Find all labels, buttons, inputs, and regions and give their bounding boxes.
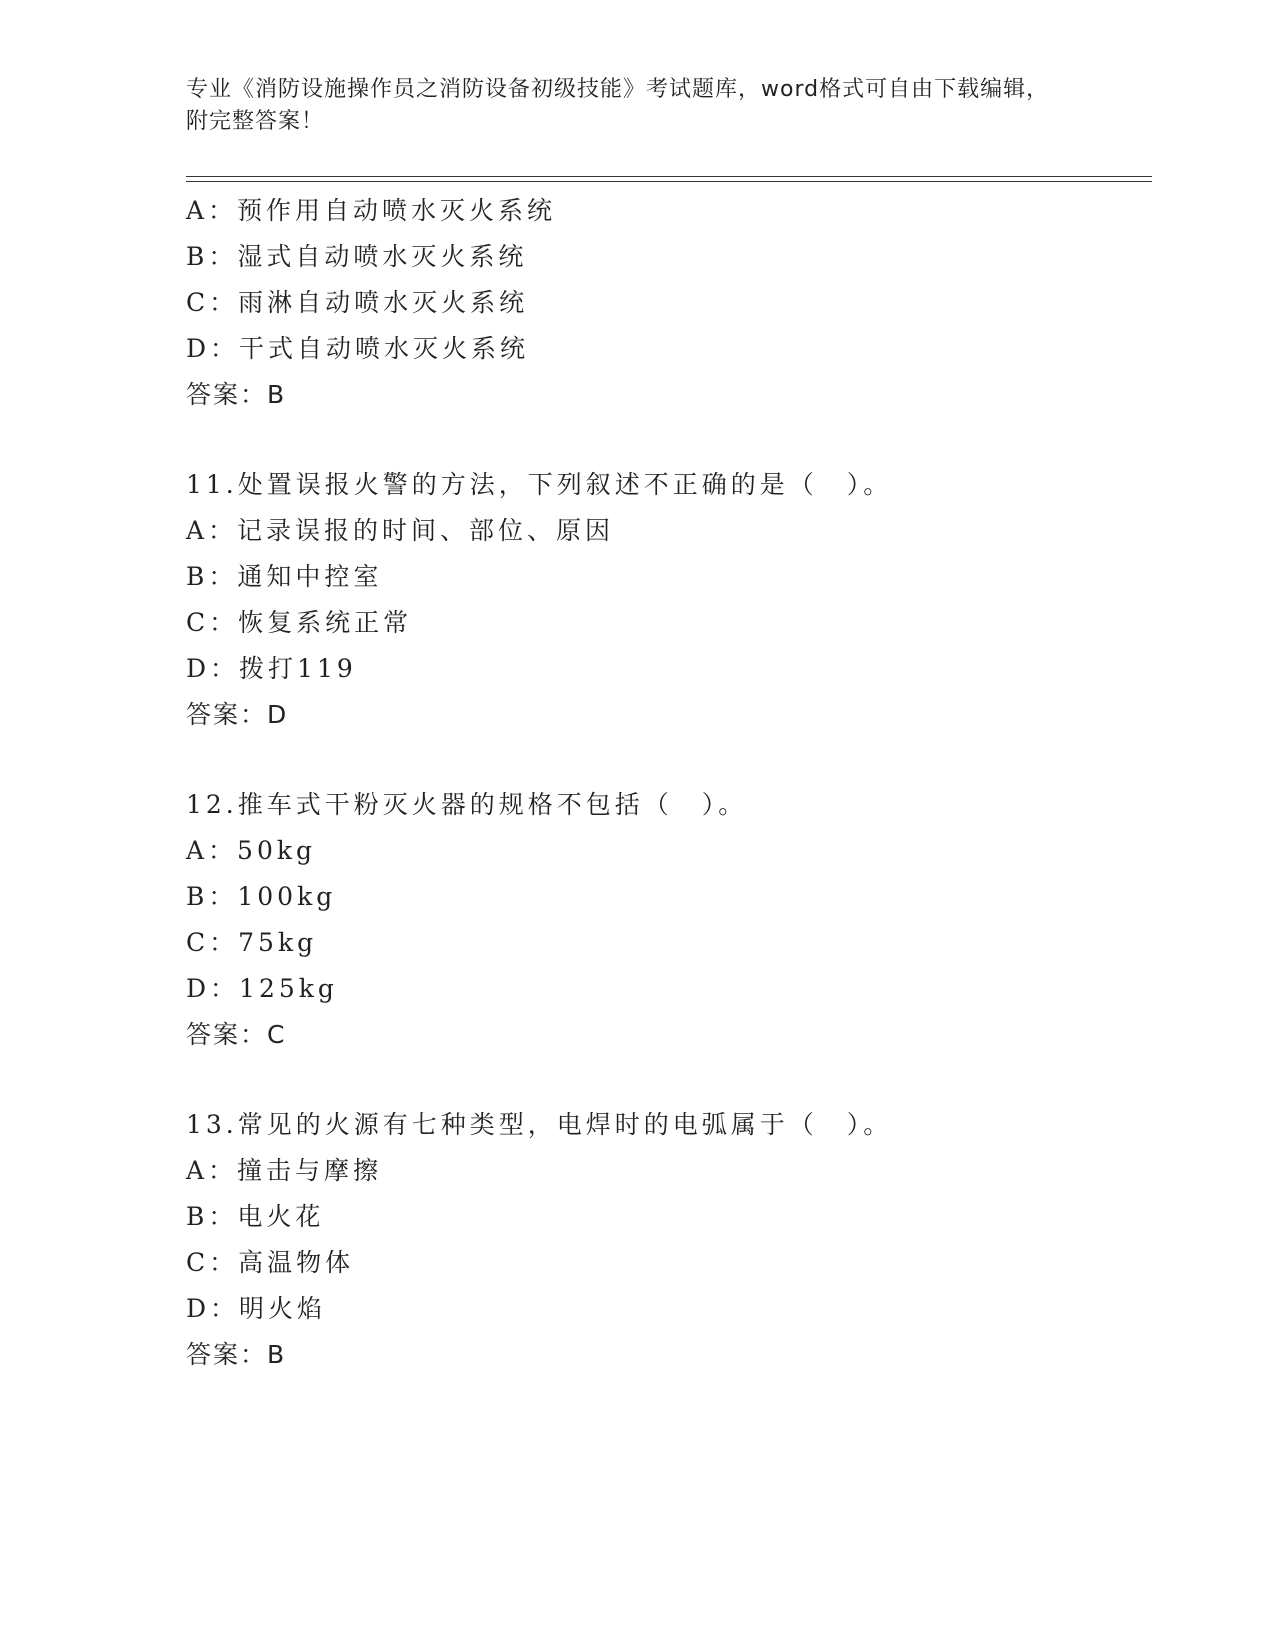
option-d: D：125kg xyxy=(186,974,338,1003)
question-block xyxy=(186,188,1152,418)
option-b: B：电火花 xyxy=(186,1202,325,1231)
question-text: 12.推车式干粉灭火器的规格不包括（ ）。 xyxy=(186,790,748,819)
option-a: A：撞击与摩擦 xyxy=(186,1156,383,1185)
question-list xyxy=(186,188,1152,1378)
option-c: C：恢复系统正常 xyxy=(186,608,413,637)
option-a: A：记录误报的时间、部位、原因 xyxy=(186,516,615,545)
document-header: 专业《消防设施操作员之消防设备初级技能》考试题库，word格式可自由下载编辑，附完整答案！ xyxy=(186,77,1050,134)
question-block xyxy=(186,462,1152,738)
answer-line: 答案：C xyxy=(186,1020,287,1049)
option-d: D：明火焰 xyxy=(186,1294,327,1323)
option-a: A：预作用自动喷水灭火系统 xyxy=(186,196,557,225)
question-block xyxy=(186,1102,1152,1378)
option-c: C：雨淋自动喷水灭火系统 xyxy=(186,288,529,317)
answer-line: 答案：D xyxy=(186,700,289,729)
option-b: B：湿式自动喷水灭火系统 xyxy=(186,242,528,271)
option-b: B：100kg xyxy=(186,882,337,911)
answer-line: 答案：B xyxy=(186,380,287,409)
option-c: C：高温物体 xyxy=(186,1248,355,1277)
header-divider xyxy=(186,176,1152,182)
question-text: 11.处置误报火警的方法，下列叙述不正确的是（ ）。 xyxy=(186,470,893,499)
option-c: C：75kg xyxy=(186,928,318,957)
option-d: D：拨打119 xyxy=(186,654,357,683)
option-b: B：通知中控室 xyxy=(186,562,383,591)
question-block xyxy=(186,782,1152,1058)
option-d: D：干式自动喷水灭火系统 xyxy=(186,334,530,363)
question-text: 13.常见的火源有七种类型，电焊时的电弧属于（ ）。 xyxy=(186,1110,893,1139)
option-a: A：50kg xyxy=(186,836,317,865)
answer-line: 答案：B xyxy=(186,1340,287,1369)
